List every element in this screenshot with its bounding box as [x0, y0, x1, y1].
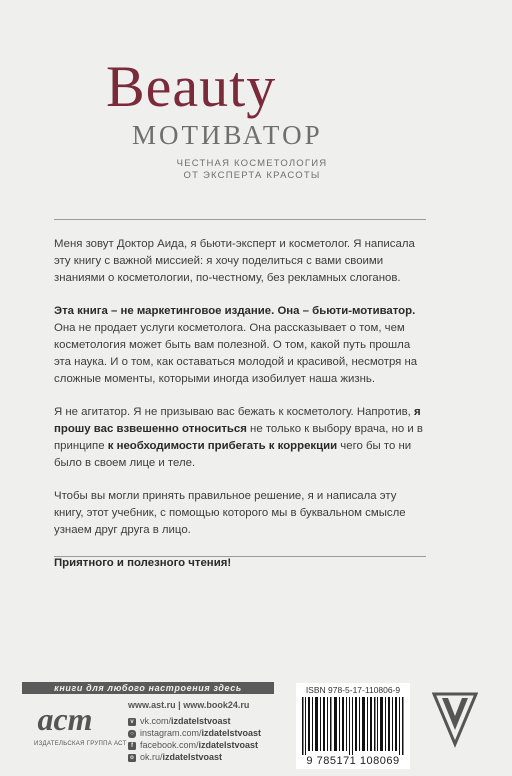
social-ok[interactable] — [128, 752, 261, 763]
bottom-divider — [54, 556, 426, 557]
publisher-slogan: книги для любого настроения здесь — [22, 682, 274, 694]
top-divider — [54, 219, 426, 220]
blurb-p3-c: не только к выбору врача, но и в принципе — [54, 423, 423, 452]
blurb-paragraph-5 — [54, 555, 429, 572]
social-instagram[interactable] — [128, 728, 261, 739]
social-facebook-handle: izdatelstvoast — [198, 740, 259, 750]
barcode-number: 9 785171 108069 — [306, 755, 400, 767]
instagram-icon: ○ — [128, 730, 136, 738]
social-ok-prefix: ok.ru/ — [140, 752, 163, 762]
social-vk-handle: izdatelstvoast — [171, 716, 231, 726]
vk-icon: v — [128, 718, 136, 726]
social-ok-handle: izdatelstvoast — [162, 752, 223, 762]
social-instagram-prefix: instagram.com/ — [140, 728, 202, 738]
blurb-paragraph-3 — [54, 404, 429, 472]
blurb-p3-b: я прошу вас взвешенно относиться — [54, 406, 421, 435]
book-title: Beauty — [106, 54, 277, 119]
blurb-p2-bold: Эта книга – не маркетинговое издание. Она – бьюти-мотиватор. — [54, 305, 416, 317]
logo-caption: ИЗДАТЕЛЬСКАЯ ГРУППА АСТ — [34, 741, 127, 747]
blurb — [54, 236, 429, 588]
blurb-p3-e: чего бы то ни было в своем лице и теле. — [54, 440, 412, 469]
social-instagram-handle: izdatelstvoast — [201, 728, 262, 738]
ast-logo-mark: аст — [37, 701, 93, 737]
blurb-p3-d: к необходимости прибегать к коррекции — [107, 440, 338, 452]
website-links[interactable]: www.ast.ru | www.book24.ru — [128, 700, 250, 710]
book-title-secondary: МОТИВАТОР — [132, 120, 323, 150]
facebook-icon: f — [128, 742, 136, 750]
publisher-logo — [34, 701, 127, 747]
ok-icon: o — [128, 754, 136, 762]
social-facebook[interactable] — [128, 740, 261, 751]
blurb-p3-a: Я не агитатор. Я не призываю вас бежать к косметологу. Напротив, — [54, 406, 414, 418]
blurb-p2-text: Она не продает услуги косметолога. Она рассказывает о том, чем косметология может быть вам полезной. О том, какой путь прошла эта наука. И о том, как оставаться молодой и красивой, несмотря на сложные моменты, которыми иногда изобилует наша жизнь. — [54, 322, 418, 385]
subtitle-line-2: ОТ ЭКСПЕРТА КРАСОТЫ — [183, 170, 321, 181]
barcode-bars — [302, 697, 404, 755]
blurb-closing: Приятного и полезного чтения! — [54, 557, 232, 569]
blurb-paragraph-1: Меня зовут Доктор Аида, я бьюти-эксперт и косметолог. Я написала эту книгу с важной миссией: я хочу поделиться с вами своими знаниями о косметологии, по-честному, без рекламных слоганов. — [54, 238, 415, 284]
publisher-links — [128, 700, 261, 764]
subtitle-line-1: ЧЕСТНАЯ КОСМЕТОЛОГИЯ — [176, 158, 328, 169]
social-vk-prefix: vk.com/ — [140, 716, 172, 726]
social-facebook-prefix: facebook.com/ — [140, 740, 199, 750]
blurb-paragraph-2 — [54, 303, 429, 388]
blurb-paragraph-4: Чтобы вы могли принять правильное решение, я и написала эту книгу, этот учебник, с помощью которого мы в буквальном смысле узнаем друг друга в лицо. — [54, 490, 406, 536]
social-vk[interactable] — [128, 716, 261, 727]
book-subtitle — [162, 158, 342, 182]
isbn-label: ISBN 978-5-17-110806-9 — [305, 685, 401, 695]
barcode — [296, 683, 410, 769]
publisher-v-mark — [432, 690, 478, 750]
